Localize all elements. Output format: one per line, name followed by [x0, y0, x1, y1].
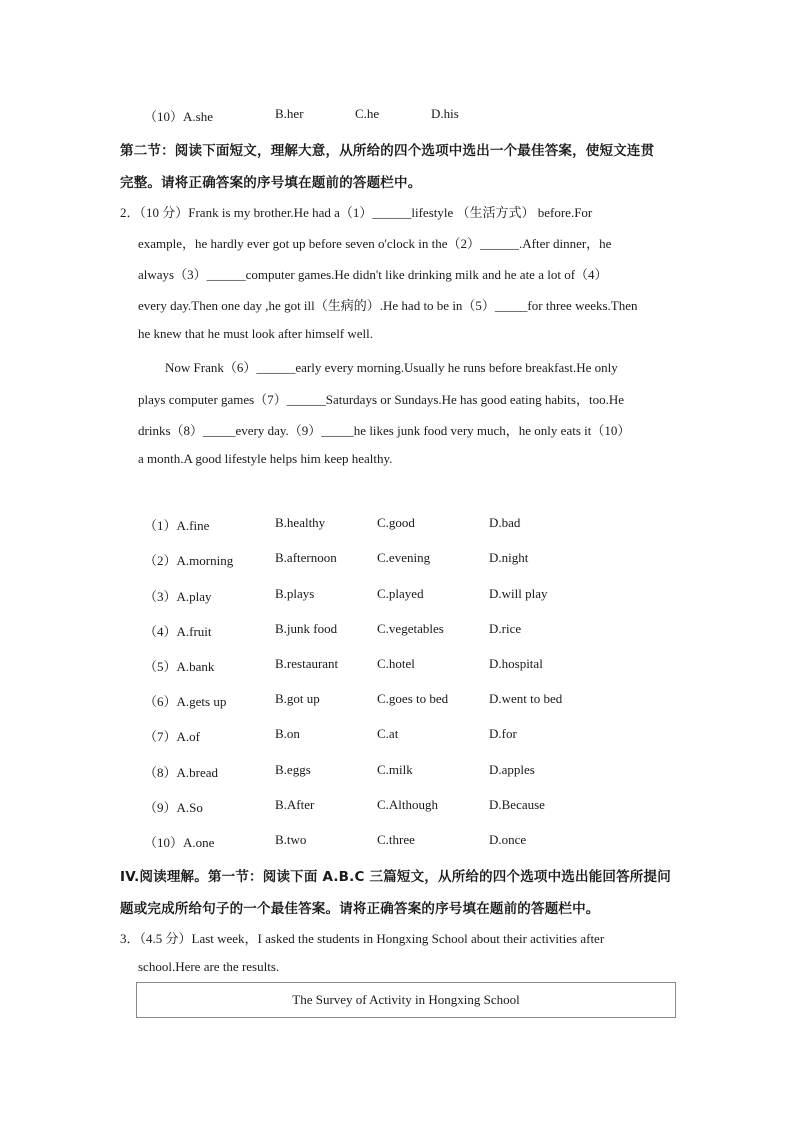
section2-instruction-line1: 第二节：阅读下面短文，理解大意，从所给的四个选项中选出一个最佳答案，使短文连贯 [120, 143, 655, 159]
option-d: D.will play [489, 586, 548, 601]
option-c: C.good [377, 515, 415, 530]
option-b: B.got up [275, 691, 320, 706]
survey-title-text: The Survey of Activity in Hongxing School [292, 992, 520, 1007]
option-b: B.on [275, 726, 300, 741]
option-d: D.Because [489, 797, 545, 812]
q2-passage-line1: 2．（10 分）Frank is my brother.He had a（1）______lifestyle （生活方式） before.For [120, 205, 593, 220]
option-b: B.afternoon [275, 550, 337, 565]
option-c: C.played [377, 586, 424, 601]
q2-passage-line2: example，he hardly ever got up before seven o'clock in the（2）______.After dinner，he [138, 236, 612, 251]
option-b: B.her [275, 106, 304, 121]
option-d: D.hospital [489, 656, 543, 671]
option-b: B.plays [275, 586, 315, 601]
option-a: （1）A.fine [144, 518, 210, 533]
option-a: （10）A.one [144, 835, 215, 850]
option-d: D.for [489, 726, 517, 741]
option-c: C.at [377, 726, 399, 741]
option-d: D.went to bed [489, 691, 563, 706]
q2-passage-line7: plays computer games（7）______Saturdays or Sundays.He has good eating habits，too.He [138, 392, 624, 407]
q2-passage-line4: every day.Then one day ,he got ill（生病的）.He had to be in（5）_____for three weeks.Then [138, 298, 638, 313]
q3-passage-line1: 3．（4.5 分）Last week，I asked the students in Hongxing School about their activities after [120, 931, 605, 946]
section2-instruction-line2: 完整。请将正确答案的序号填在题前的答题栏中。 [120, 175, 422, 191]
option-a: （6）A.gets up [144, 694, 227, 709]
q2-passage-line5: he knew that he must look after himself well. [138, 326, 374, 341]
q2-passage-line9: a month.A good lifestyle helps him keep healthy. [138, 451, 393, 466]
q2-passage-line6: Now Frank（6）______early every morning.Usually he runs before breakfast.He only [165, 360, 618, 375]
survey-table-title [136, 982, 676, 1018]
option-d: D.his [431, 106, 459, 121]
option-b: B.restaurant [275, 656, 339, 671]
option-b: B.healthy [275, 515, 326, 530]
option-d: D.night [489, 550, 529, 565]
option-c: C.hotel [377, 656, 415, 671]
option-c: C.he [355, 106, 380, 121]
option-number: （10）A.she [144, 109, 213, 124]
option-c: C.three [377, 832, 415, 847]
option-a: （8）A.bread [144, 765, 219, 780]
section4-instruction-line1: IV.阅读理解。第一节：阅读下面 A.B.C 三篇短文，从所给的四个选项中选出能回答所提问 [120, 869, 671, 885]
option-a: （4）A.fruit [144, 624, 212, 639]
option-d: D.bad [489, 515, 521, 530]
q2-passage-line3: always（3）______computer games.He didn't like drinking milk and he ate a lot of（4） [138, 267, 608, 282]
q3-passage-line2: school.Here are the results. [138, 959, 280, 974]
option-d: D.once [489, 832, 527, 847]
option-a: （2）A.morning [144, 553, 234, 568]
option-a: （5）A.bank [144, 659, 215, 674]
option-b: B.junk food [275, 621, 338, 636]
option-a: （7）A.of [144, 729, 200, 744]
option-c: C.goes to bed [377, 691, 449, 706]
option-b: B.After [275, 797, 315, 812]
option-d: D.apples [489, 762, 535, 777]
option-b: B.eggs [275, 762, 311, 777]
option-c: C.milk [377, 762, 413, 777]
section4-instruction-line2: 题或完成所给句子的一个最佳答案。请将正确答案的序号填在题前的答题栏中。 [120, 901, 600, 917]
option-a: （3）A.play [144, 589, 212, 604]
option-c: C.evening [377, 550, 431, 565]
option-a: （9）A.So [144, 800, 203, 815]
option-c: C.vegetables [377, 621, 444, 636]
option-c: C.Although [377, 797, 439, 812]
option-b: B.two [275, 832, 307, 847]
option-d: D.rice [489, 621, 522, 636]
q2-passage-line8: drinks（8）_____every day.（9）_____he likes junk food very much，he only eats it（10） [138, 423, 631, 438]
